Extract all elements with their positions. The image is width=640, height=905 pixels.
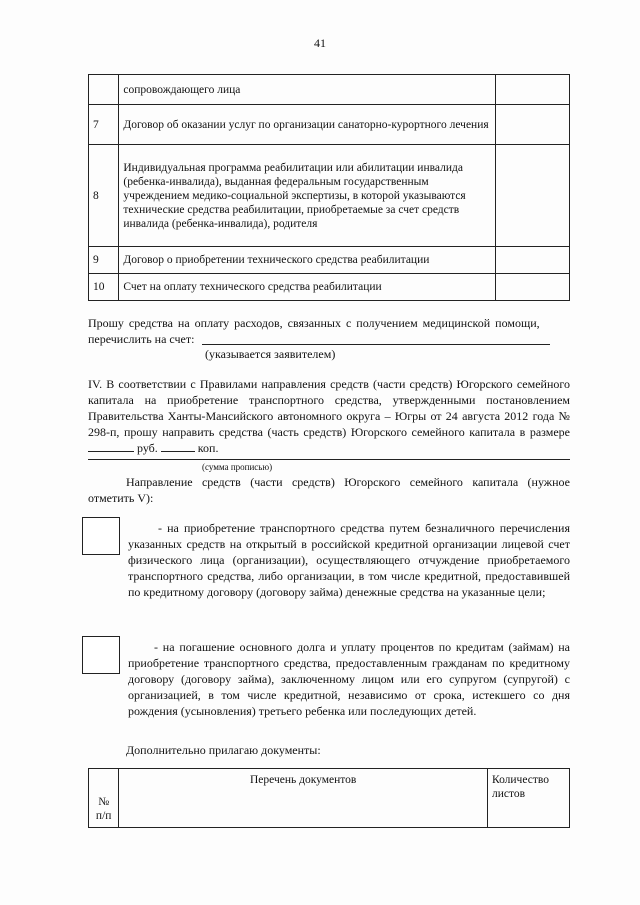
- section-iv-body: IV. В соответствии с Правилами направления средств (части средств) Югорского семейного капитала на приобретение транспортного средства, утвержденными постановлением Правительства Ханты-Мансийского автономного округа – Югры от 24 августа 2012 года № 298-п, прошу направить средства (часть средств) Югорского семейного капитала в размере: [88, 377, 570, 439]
- row-number: 10: [89, 274, 119, 301]
- table-row: [89, 247, 570, 274]
- request-line-2: перечислить на счет:: [88, 332, 195, 346]
- row-text: Договор об оказании услуг по организации санаторно-курортного лечения: [119, 105, 496, 145]
- kop-amount-line: [161, 441, 195, 452]
- sum-words-line: [88, 459, 570, 460]
- account-note: (указывается заявителем): [205, 347, 336, 361]
- row-count: [496, 75, 570, 105]
- option-2-checkbox[interactable]: [82, 636, 120, 674]
- option-2-text: - на погашение основного долга и уплату процентов по кредитам (займам) на приобретение транспортного средства, предоставленным гражданам по кредитному договору (договору займа), заключенному лицом или его супругом (супругой) с организацией, в том числе кредитной, независимо от срока, истекшего со дня рождения (усыновления) третьего ребенка или последующих детей.: [128, 640, 570, 718]
- row-count: [496, 247, 570, 274]
- row-number: 8: [89, 145, 119, 247]
- table-row: [89, 105, 570, 145]
- documents-table: [88, 74, 570, 301]
- row-text: Индивидуальная программа реабилитации или абилитации инвалида (ребенка-инвалида), выданная федеральным государственным учреждением медико-социальной экспертизы, в которой указываются технические средства реабилитации, приобретаемые за счет средств инвалида (ребенка-инвалида), родителя: [119, 145, 496, 247]
- count-column-header: Количество листов: [487, 769, 569, 828]
- row-text: сопровождающего лица: [119, 75, 496, 105]
- attached-documents-table: [88, 768, 570, 828]
- row-number: 9: [89, 247, 119, 274]
- table-row: [89, 75, 570, 105]
- section-iv-text: [88, 376, 570, 456]
- rub-amount-line: [88, 441, 134, 452]
- kop-label: коп.: [197, 441, 219, 455]
- row-count: [496, 274, 570, 301]
- option-1-checkbox[interactable]: [82, 517, 120, 555]
- row-number: 7: [89, 105, 119, 145]
- number-header-abbr: п/п: [95, 810, 112, 822]
- additional-docs-label: Дополнительно прилагаю документы:: [126, 743, 321, 757]
- row-count: [496, 105, 570, 145]
- row-text: Договор о приобретении технического средства реабилитации: [119, 247, 496, 274]
- option-1-text: - на приобретение транспортного средства путем безналичного перечисления указанных средств на открытый в российской кредитной организации лицевой счет физического лица (организации), осуществляющего отчуждение приобретаемого транспортного средства, либо организации, в том числе кредитной, предоставившей по кредитному договору (договору займа) денежные средства на указанные цели;: [128, 521, 570, 599]
- account-line: [202, 344, 550, 345]
- table-row: [89, 274, 570, 301]
- documents-column-header: Перечень документов: [119, 769, 488, 828]
- table-row: [89, 145, 570, 247]
- rub-label: руб.: [137, 441, 158, 455]
- request-line-1: Прошу средства на оплату расходов, связанных с получением медицинской помощи,: [88, 316, 540, 330]
- row-text: Счет на оплату технического средства реабилитации: [119, 274, 496, 301]
- table-header-row: [89, 769, 570, 828]
- direction-text: Направление средств (части средств) Югорского семейного капитала (нужное отметить V):: [88, 475, 570, 505]
- number-column-header: [89, 769, 119, 828]
- page-number: 41: [314, 36, 326, 50]
- row-count: [496, 145, 570, 247]
- sum-words-note: (сумма прописью): [202, 462, 273, 472]
- row-number: [89, 75, 119, 105]
- number-header-sign: №: [98, 796, 110, 808]
